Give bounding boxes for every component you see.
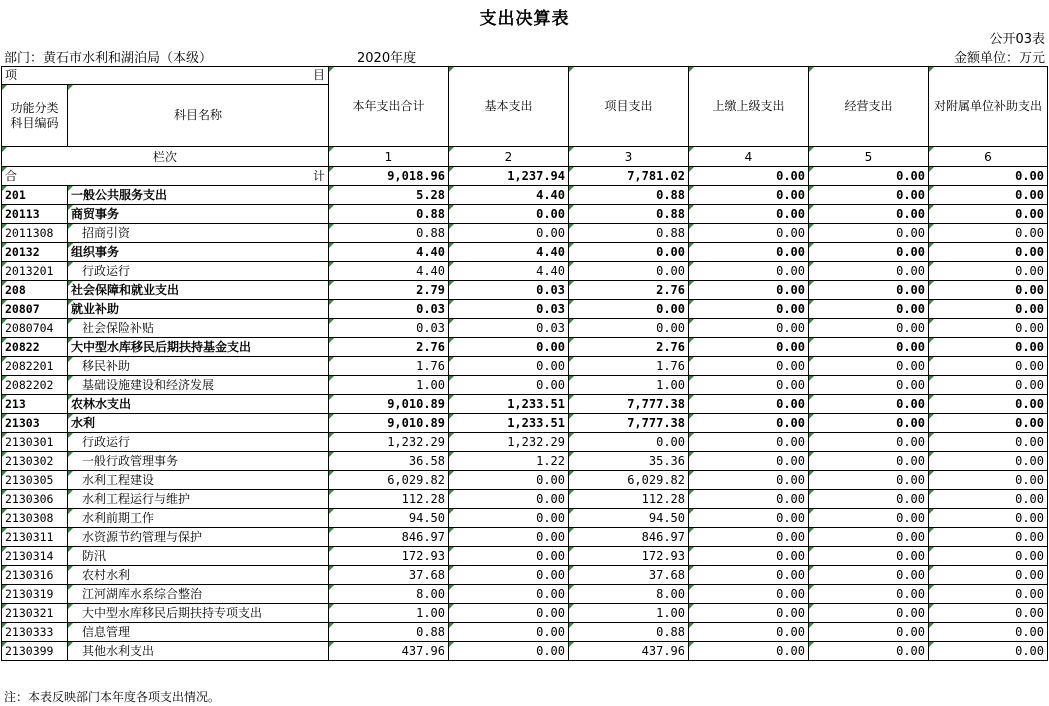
row-name: 大中型水库移民后期扶持基金支出 [68, 338, 329, 357]
row-value: 0.00 [929, 357, 1048, 376]
row-code: 2130314 [2, 547, 68, 566]
row-name: 社会保障和就业支出 [68, 281, 329, 300]
col-header-project: 项目支出 [569, 67, 689, 147]
row-code: 21303 [2, 414, 68, 433]
col-num-6: 6 [929, 147, 1048, 167]
row-code: 2130316 [2, 566, 68, 585]
row-value: 4.40 [449, 243, 569, 262]
row-value: 1,232.29 [449, 433, 569, 452]
row-value: 0.00 [929, 528, 1048, 547]
table-row [2, 547, 1048, 566]
row-value: 0.00 [569, 300, 689, 319]
row-value: 0.00 [809, 547, 929, 566]
row-value: 0.00 [929, 509, 1048, 528]
row-value: 2.76 [569, 338, 689, 357]
header-mu: 目 [312, 68, 325, 82]
row-value: 0.00 [449, 376, 569, 395]
row-value: 0.00 [809, 566, 929, 585]
row-value: 0.00 [809, 642, 929, 661]
total-value: 0.00 [809, 167, 929, 186]
row-value: 0.00 [689, 547, 809, 566]
row-value: 4.40 [329, 243, 449, 262]
row-value: 0.00 [809, 281, 929, 300]
total-value: 0.00 [929, 167, 1048, 186]
row-value: 1.76 [329, 357, 449, 376]
total-he: 合 [5, 169, 18, 183]
row-value: 8.00 [329, 585, 449, 604]
table-row [2, 338, 1048, 357]
row-value: 36.58 [329, 452, 449, 471]
row-value: 0.03 [449, 281, 569, 300]
table-row [2, 433, 1048, 452]
table-row [2, 414, 1048, 433]
row-value: 1.00 [569, 604, 689, 623]
row-value: 0.00 [809, 433, 929, 452]
lanci-label: 栏次 [2, 147, 329, 167]
row-name: 农村水利 [68, 566, 329, 585]
row-value: 0.00 [449, 642, 569, 661]
row-value: 4.40 [449, 262, 569, 281]
total-value: 1,237.94 [449, 167, 569, 186]
row-value: 0.00 [689, 528, 809, 547]
row-value: 0.00 [929, 642, 1048, 661]
row-name: 行政运行 [68, 433, 329, 452]
row-name: 农林水支出 [68, 395, 329, 414]
row-value: 0.00 [689, 585, 809, 604]
table-row [2, 566, 1048, 585]
row-value: 0.00 [929, 300, 1048, 319]
total-value: 0.00 [689, 167, 809, 186]
row-value: 0.00 [929, 585, 1048, 604]
row-value: 0.00 [689, 566, 809, 585]
row-value: 0.88 [569, 623, 689, 642]
row-name: 移民补助 [68, 357, 329, 376]
row-code: 2130321 [2, 604, 68, 623]
row-value: 0.00 [929, 623, 1048, 642]
row-name: 一般公共服务支出 [68, 186, 329, 205]
row-value: 0.00 [689, 186, 809, 205]
row-value: 0.00 [929, 452, 1048, 471]
row-code: 2013201 [2, 262, 68, 281]
row-value: 0.00 [449, 205, 569, 224]
table-row [2, 509, 1048, 528]
row-value: 0.00 [809, 262, 929, 281]
row-name: 组织事务 [68, 243, 329, 262]
row-value: 0.00 [929, 604, 1048, 623]
table-row [2, 300, 1048, 319]
row-value: 0.00 [689, 338, 809, 357]
row-value: 0.88 [569, 205, 689, 224]
row-code: 2082201 [2, 357, 68, 376]
row-name: 基础设施建设和经济发展 [68, 376, 329, 395]
row-value: 0.00 [929, 224, 1048, 243]
row-value: 0.00 [929, 433, 1048, 452]
row-value: 0.00 [929, 376, 1048, 395]
row-value: 846.97 [329, 528, 449, 547]
col-header-total: 本年支出合计 [329, 67, 449, 147]
header-xiang: 项 [5, 68, 18, 82]
row-value: 1,233.51 [449, 395, 569, 414]
expenditure-table [1, 66, 1048, 661]
table-row [2, 452, 1048, 471]
row-value: 0.00 [449, 224, 569, 243]
row-value: 0.00 [449, 357, 569, 376]
row-code: 20132 [2, 243, 68, 262]
row-code: 20822 [2, 338, 68, 357]
total-label-cell [2, 167, 329, 186]
row-value: 112.28 [569, 490, 689, 509]
table-row [2, 642, 1048, 661]
row-value: 0.00 [689, 281, 809, 300]
row-value: 0.00 [569, 319, 689, 338]
row-value: 6,029.82 [329, 471, 449, 490]
row-value: 0.00 [809, 471, 929, 490]
row-value: 1.00 [569, 376, 689, 395]
row-value: 0.00 [929, 205, 1048, 224]
col-header-basic: 基本支出 [449, 67, 569, 147]
row-value: 6,029.82 [569, 471, 689, 490]
row-name: 招商引资 [68, 224, 329, 243]
row-value: 37.68 [569, 566, 689, 585]
row-value: 0.00 [929, 414, 1048, 433]
col-header-remit: 上缴上级支出 [689, 67, 809, 147]
row-value: 2.76 [569, 281, 689, 300]
row-value: 1.22 [449, 452, 569, 471]
total-ji: 计 [312, 169, 325, 183]
row-value: 0.00 [929, 471, 1048, 490]
total-value: 9,018.96 [329, 167, 449, 186]
row-code: 208 [2, 281, 68, 300]
row-value: 7,777.38 [569, 395, 689, 414]
row-value: 0.00 [929, 281, 1048, 300]
row-value: 112.28 [329, 490, 449, 509]
row-value: 1.00 [329, 376, 449, 395]
row-name: 就业补助 [68, 300, 329, 319]
row-value: 0.00 [449, 585, 569, 604]
row-value: 0.00 [449, 471, 569, 490]
row-value: 94.50 [329, 509, 449, 528]
table-row [2, 224, 1048, 243]
table-row [2, 604, 1048, 623]
row-code: 213 [2, 395, 68, 414]
row-value: 0.00 [689, 205, 809, 224]
row-value: 0.00 [809, 585, 929, 604]
row-value: 0.00 [689, 243, 809, 262]
row-value: 0.00 [929, 490, 1048, 509]
row-value: 0.00 [689, 319, 809, 338]
table-row [2, 528, 1048, 547]
row-value: 0.00 [929, 243, 1048, 262]
row-code: 2130308 [2, 509, 68, 528]
row-value: 0.00 [809, 243, 929, 262]
row-value: 172.93 [329, 547, 449, 566]
row-name: 水利前期工作 [68, 509, 329, 528]
row-name: 其他水利支出 [68, 642, 329, 661]
table-row [2, 281, 1048, 300]
table-row [2, 623, 1048, 642]
year-label: 2020年度 [357, 51, 417, 66]
row-value: 0.00 [929, 547, 1048, 566]
col-header-subsidy: 对附属单位补助支出 [929, 67, 1048, 147]
row-value: 0.00 [809, 528, 929, 547]
table-row [2, 376, 1048, 395]
row-value: 0.00 [689, 433, 809, 452]
row-value: 0.88 [569, 224, 689, 243]
row-value: 846.97 [569, 528, 689, 547]
row-value: 1.00 [329, 604, 449, 623]
row-value: 35.36 [569, 452, 689, 471]
row-value: 0.00 [929, 566, 1048, 585]
row-value: 0.00 [689, 395, 809, 414]
row-value: 0.00 [689, 490, 809, 509]
unit-label: 金额单位：万元 [953, 51, 1045, 66]
row-value: 0.00 [689, 623, 809, 642]
row-value: 0.00 [569, 433, 689, 452]
col-num-3: 3 [569, 147, 689, 167]
row-value: 0.00 [809, 395, 929, 414]
row-value: 0.00 [809, 224, 929, 243]
row-value: 0.00 [809, 414, 929, 433]
row-name: 行政运行 [68, 262, 329, 281]
row-value: 0.00 [449, 528, 569, 547]
row-value: 0.00 [449, 509, 569, 528]
row-value: 0.00 [809, 623, 929, 642]
row-value: 0.00 [929, 319, 1048, 338]
row-name: 水利工程运行与维护 [68, 490, 329, 509]
row-value: 0.03 [329, 300, 449, 319]
col-header-code: 功能分类科目编码 [2, 85, 68, 147]
row-value: 5.28 [329, 186, 449, 205]
total-row [2, 167, 1048, 186]
department-label: 部门：黄石市水利和湖泊局（本级） [4, 51, 213, 66]
row-value: 1,232.29 [329, 433, 449, 452]
col-num-1: 1 [329, 147, 449, 167]
row-value: 2.79 [329, 281, 449, 300]
row-value: 0.00 [449, 490, 569, 509]
row-value: 0.00 [929, 186, 1048, 205]
row-name: 一般行政管理事务 [68, 452, 329, 471]
row-value: 4.40 [449, 186, 569, 205]
row-code: 2130306 [2, 490, 68, 509]
table-row [2, 319, 1048, 338]
row-value: 1.76 [569, 357, 689, 376]
row-code: 201 [2, 186, 68, 205]
footnote: 注：本表反映部门本年度各项支出情况。 [4, 690, 221, 704]
row-value: 0.00 [449, 547, 569, 566]
row-value: 0.00 [449, 623, 569, 642]
row-value: 0.88 [329, 224, 449, 243]
row-name: 江河湖库水系综合整治 [68, 585, 329, 604]
row-value: 0.00 [449, 604, 569, 623]
table-row [2, 490, 1048, 509]
row-value: 0.00 [449, 566, 569, 585]
row-code: 2130311 [2, 528, 68, 547]
row-value: 0.00 [689, 376, 809, 395]
col-num-2: 2 [449, 147, 569, 167]
row-value: 0.00 [689, 357, 809, 376]
row-value: 8.00 [569, 585, 689, 604]
row-value: 0.00 [569, 262, 689, 281]
table-row [2, 262, 1048, 281]
col-header-name: 科目名称 [68, 85, 329, 147]
row-code: 2011308 [2, 224, 68, 243]
row-value: 172.93 [569, 547, 689, 566]
row-value: 0.00 [809, 300, 929, 319]
row-value: 0.00 [809, 604, 929, 623]
row-name: 大中型水库移民后期扶持专项支出 [68, 604, 329, 623]
row-value: 0.00 [689, 452, 809, 471]
row-code: 20807 [2, 300, 68, 319]
row-value: 9,010.89 [329, 414, 449, 433]
row-value: 0.00 [689, 604, 809, 623]
row-name: 水利工程建设 [68, 471, 329, 490]
col-num-4: 4 [689, 147, 809, 167]
row-value: 0.03 [329, 319, 449, 338]
row-value: 0.00 [809, 452, 929, 471]
row-name: 商贸事务 [68, 205, 329, 224]
row-value: 0.00 [809, 376, 929, 395]
row-code: 2130319 [2, 585, 68, 604]
table-code: 公开03表 [989, 32, 1045, 47]
total-value: 7,781.02 [569, 167, 689, 186]
row-value: 37.68 [329, 566, 449, 585]
row-value: 0.88 [329, 205, 449, 224]
row-value: 1,233.51 [449, 414, 569, 433]
row-value: 0.00 [569, 243, 689, 262]
table-row [2, 243, 1048, 262]
row-value: 0.00 [689, 414, 809, 433]
row-value: 0.00 [689, 300, 809, 319]
table-row [2, 471, 1048, 490]
row-value: 0.00 [809, 490, 929, 509]
row-code: 20113 [2, 205, 68, 224]
row-value: 0.00 [809, 205, 929, 224]
row-value: 0.03 [449, 300, 569, 319]
row-code: 2130301 [2, 433, 68, 452]
row-value: 0.00 [809, 357, 929, 376]
table-row [2, 205, 1048, 224]
row-name: 防汛 [68, 547, 329, 566]
row-value: 9,010.89 [329, 395, 449, 414]
row-value: 2.76 [329, 338, 449, 357]
row-value: 0.00 [809, 509, 929, 528]
row-value: 0.00 [689, 642, 809, 661]
row-name: 社会保险补贴 [68, 319, 329, 338]
row-value: 4.40 [329, 262, 449, 281]
row-value: 437.96 [329, 642, 449, 661]
row-value: 0.00 [689, 224, 809, 243]
col-header-business: 经营支出 [809, 67, 929, 147]
table-row [2, 395, 1048, 414]
row-code: 2130399 [2, 642, 68, 661]
row-name: 水利 [68, 414, 329, 433]
col-num-5: 5 [809, 147, 929, 167]
row-code: 2082202 [2, 376, 68, 395]
row-value: 0.00 [689, 471, 809, 490]
row-value: 0.00 [809, 338, 929, 357]
row-name: 水资源节约管理与保护 [68, 528, 329, 547]
row-code: 2080704 [2, 319, 68, 338]
row-value: 0.00 [449, 338, 569, 357]
row-value: 0.00 [929, 262, 1048, 281]
header-xiangmu-cell [2, 67, 329, 85]
row-value: 0.00 [689, 509, 809, 528]
table-row [2, 585, 1048, 604]
row-value: 0.03 [449, 319, 569, 338]
row-value: 94.50 [569, 509, 689, 528]
row-value: 0.88 [329, 623, 449, 642]
table-row [2, 357, 1048, 376]
row-value: 7,777.38 [569, 414, 689, 433]
table-row [2, 186, 1048, 205]
row-code: 2130302 [2, 452, 68, 471]
row-value: 0.00 [929, 338, 1048, 357]
row-value: 0.88 [569, 186, 689, 205]
page-title: 支出决算表 [479, 9, 570, 29]
row-value: 0.00 [929, 395, 1048, 414]
row-code: 2130305 [2, 471, 68, 490]
row-value: 437.96 [569, 642, 689, 661]
row-value: 0.00 [809, 186, 929, 205]
row-value: 0.00 [689, 262, 809, 281]
row-code: 2130333 [2, 623, 68, 642]
row-value: 0.00 [809, 319, 929, 338]
row-name: 信息管理 [68, 623, 329, 642]
